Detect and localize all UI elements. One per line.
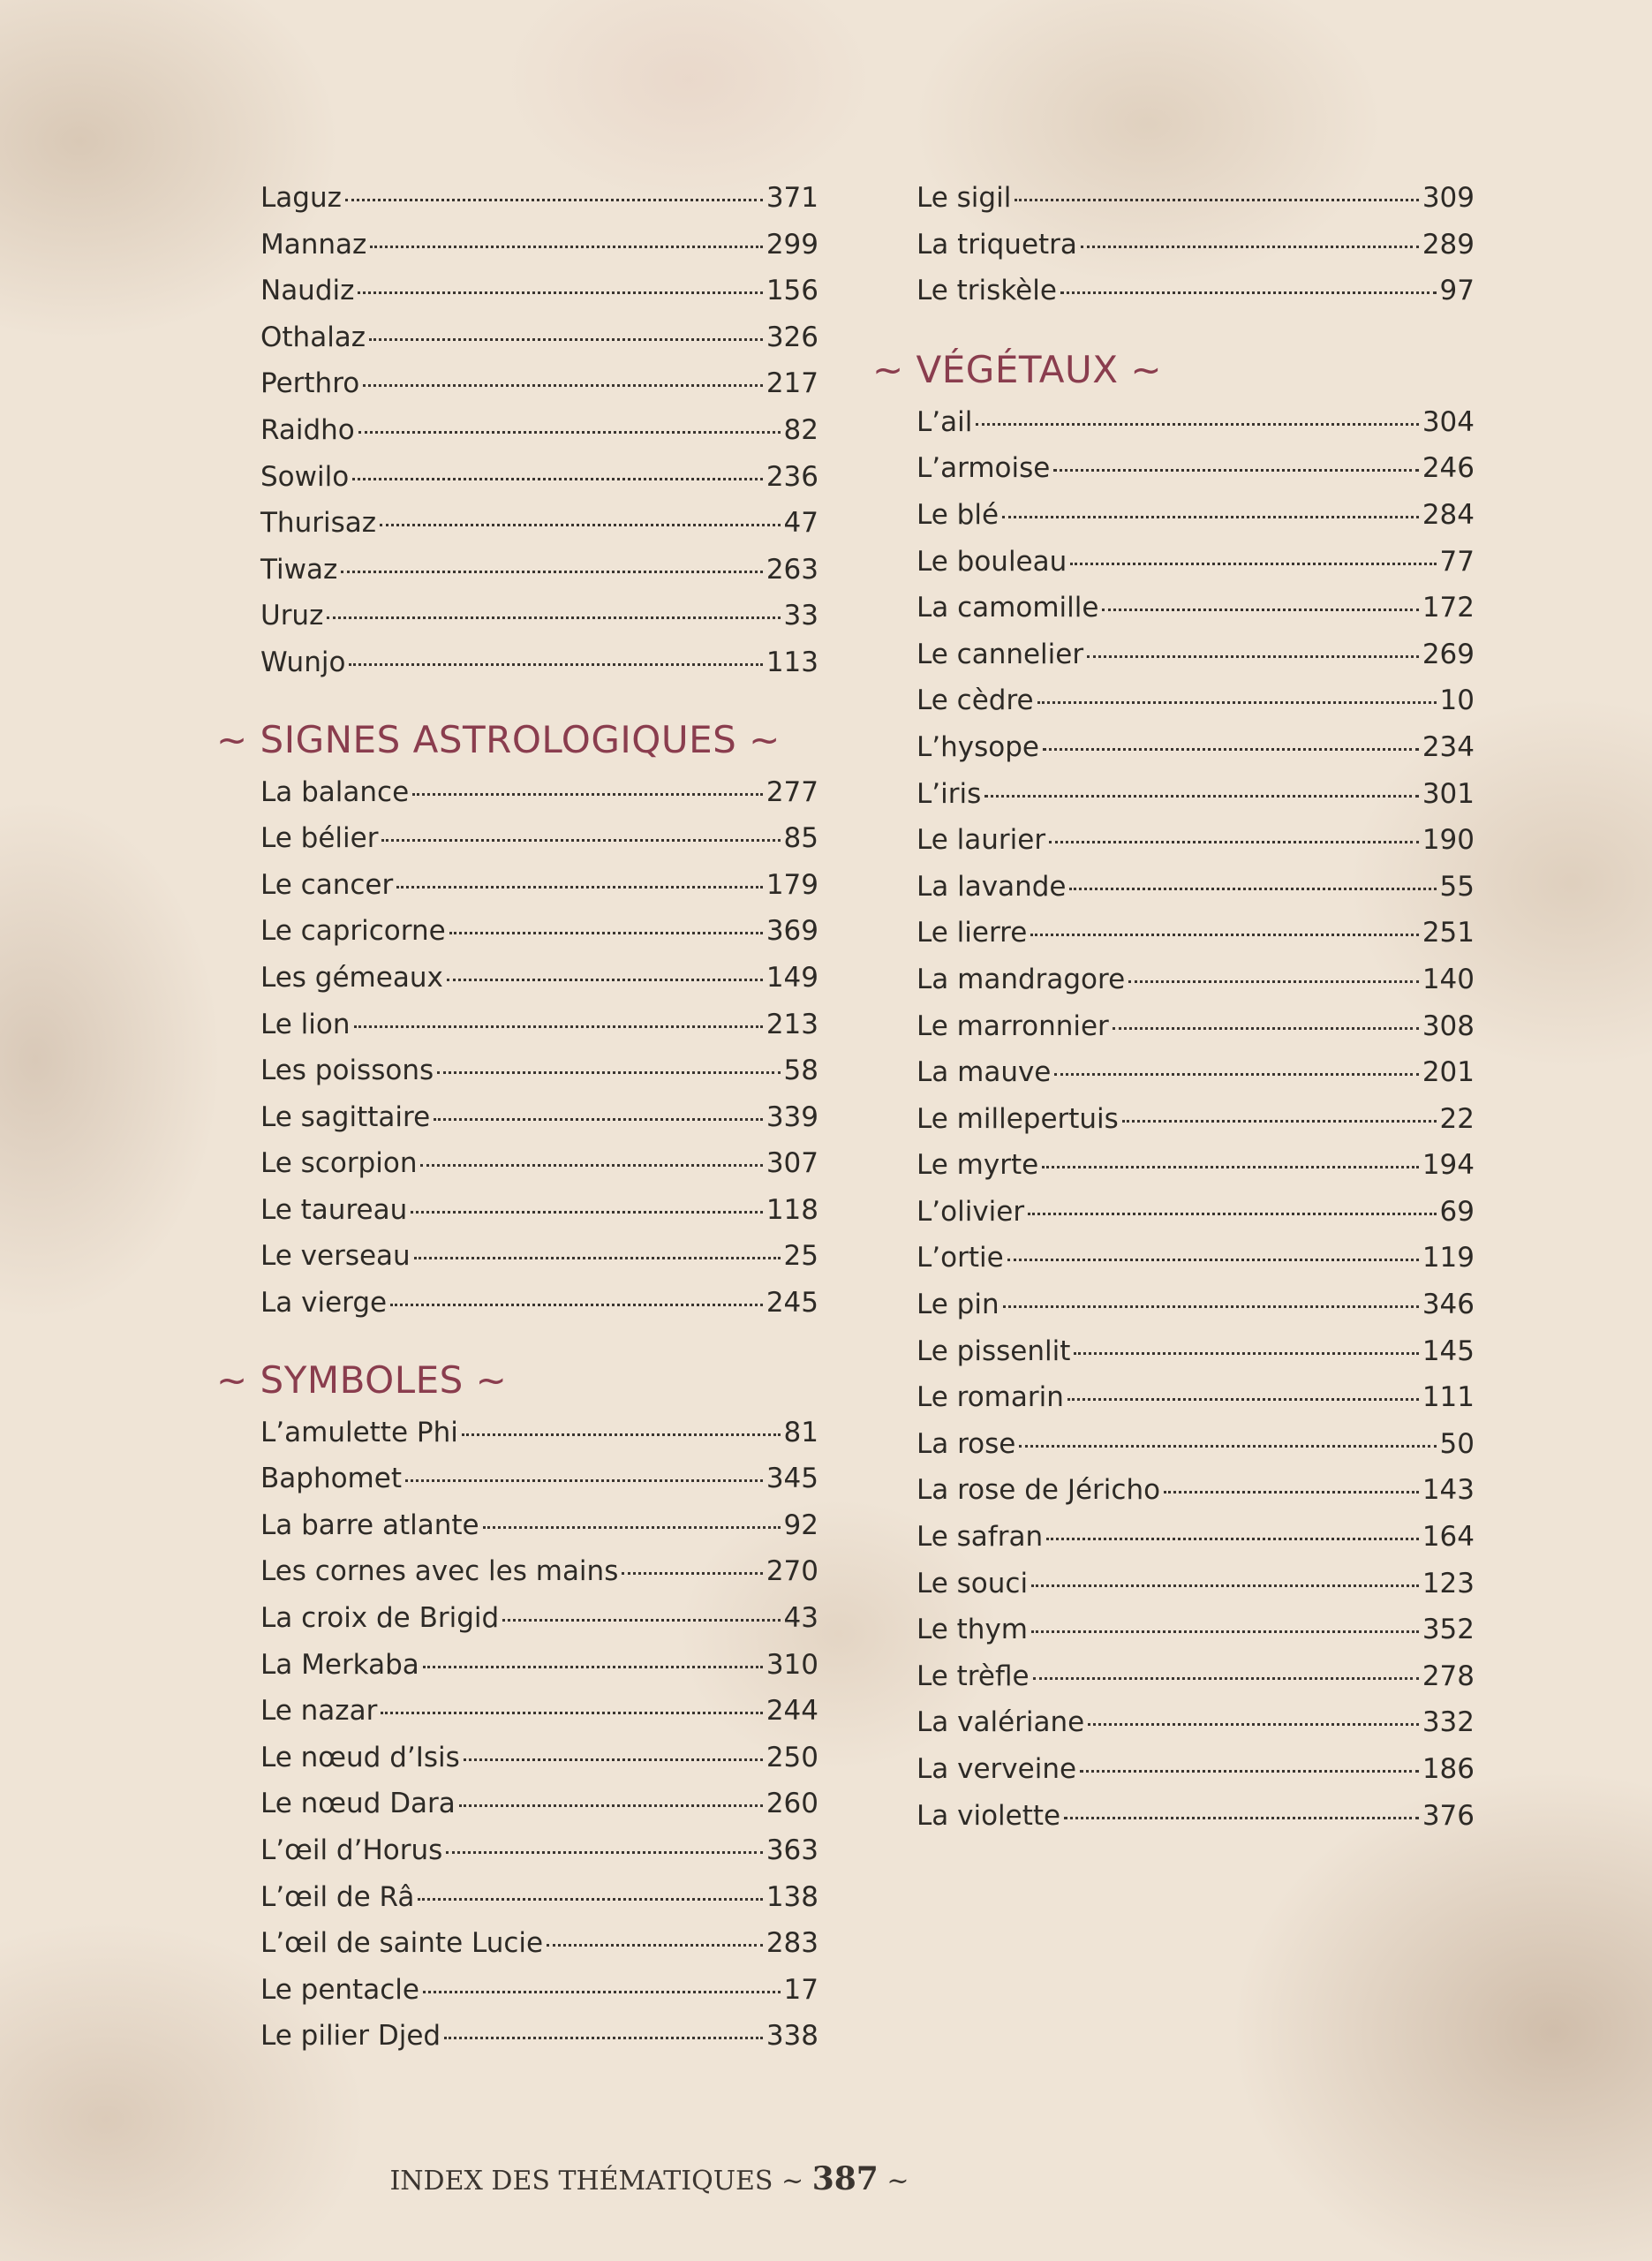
entry-name: La triquetra — [917, 228, 1077, 261]
entry-name: La verveine — [917, 1753, 1077, 1785]
entry-name: L’armoise — [917, 452, 1051, 485]
index-entry — [917, 957, 1475, 1003]
dot-leader — [449, 932, 763, 934]
index-entry — [260, 1781, 818, 1827]
index-entry — [260, 862, 818, 909]
index-entry — [917, 1003, 1475, 1050]
dot-leader — [396, 886, 763, 889]
index-entry — [917, 1421, 1475, 1468]
index-entry — [917, 1096, 1475, 1143]
dot-leader — [1080, 1770, 1419, 1773]
entry-page-number: 58 — [783, 1055, 818, 1087]
index-entry — [260, 175, 818, 222]
index-entry — [260, 815, 818, 862]
index-entry — [260, 222, 818, 268]
entry-page-number: 332 — [1422, 1706, 1475, 1739]
dot-leader — [381, 1712, 763, 1714]
entry-name: Le pissenlit — [917, 1335, 1071, 1367]
index-entry — [260, 1874, 818, 1921]
entry-name: Le trèfle — [917, 1660, 1030, 1692]
footer-tilde-left: ~ — [781, 2166, 804, 2197]
index-entry — [260, 2013, 818, 2060]
index-entry — [917, 910, 1475, 957]
entry-page-number: 77 — [1439, 545, 1475, 578]
entry-name: Perthro — [260, 367, 360, 400]
index-entry — [917, 268, 1475, 314]
index-entry — [260, 908, 818, 955]
entry-page-number: 217 — [766, 367, 818, 400]
page-footer — [0, 2160, 1299, 2197]
entry-name: Le nœud Dara — [260, 1788, 456, 1820]
index-entry — [917, 1189, 1475, 1236]
entry-name: Le lierre — [917, 917, 1028, 949]
index-entry — [260, 360, 818, 407]
entry-page-number: 172 — [1422, 592, 1475, 624]
entry-page-number: 17 — [783, 1973, 818, 2006]
entry-page-number: 234 — [1422, 730, 1475, 763]
entry-name: Mannaz — [260, 228, 367, 261]
dot-leader — [1003, 1305, 1419, 1308]
entry-page-number: 339 — [766, 1100, 818, 1133]
entry-name: Les gémeaux — [260, 961, 443, 994]
entry-name: Le triskèle — [917, 275, 1057, 307]
index-entry — [260, 1688, 818, 1735]
index-entry — [260, 1735, 818, 1781]
dot-leader — [370, 246, 763, 248]
index-entry — [917, 677, 1475, 724]
index-entry — [917, 631, 1475, 678]
dot-leader — [1070, 563, 1436, 565]
index-entry — [917, 175, 1475, 222]
index-entry — [917, 1467, 1475, 1514]
entry-name: Baphomet — [260, 1463, 402, 1495]
dot-leader — [349, 663, 762, 666]
entry-name: Le pilier Djed — [260, 2020, 441, 2053]
entry-name: La balance — [260, 775, 410, 808]
entry-page-number: 33 — [783, 600, 818, 632]
index-entry — [917, 724, 1475, 771]
entry-page-number: 376 — [1422, 1799, 1475, 1832]
entry-name: Le nœud d’Isis — [260, 1741, 460, 1773]
entry-name: Le safran — [917, 1521, 1044, 1554]
entry-page-number: 50 — [1439, 1427, 1475, 1460]
dot-leader — [1164, 1491, 1419, 1493]
entry-name: Le bouleau — [917, 545, 1067, 578]
entry-name: Sowilo — [260, 460, 350, 493]
dot-leader — [390, 1304, 763, 1306]
index-entry — [260, 268, 818, 314]
dot-leader — [1015, 199, 1419, 201]
dot-leader — [1069, 888, 1436, 890]
dot-leader — [1054, 1073, 1418, 1076]
index-entry — [917, 445, 1475, 492]
entry-name: Othalaz — [260, 321, 366, 353]
index-entry — [260, 1047, 818, 1094]
entry-page-number: 289 — [1422, 228, 1475, 261]
index-entry — [260, 1280, 818, 1327]
entry-page-number: 119 — [1422, 1242, 1475, 1274]
dot-leader — [502, 1619, 780, 1622]
index-entry — [260, 769, 818, 816]
dot-leader — [1064, 1817, 1419, 1819]
entry-page-number: 118 — [766, 1193, 818, 1226]
entry-name: Le millepertuis — [917, 1102, 1119, 1135]
symboles-entries-list — [260, 1410, 818, 2060]
entry-page-number: 190 — [1422, 824, 1475, 857]
dot-leader — [1088, 1723, 1419, 1726]
entry-page-number: 69 — [1439, 1195, 1475, 1228]
footer-tilde-right: ~ — [886, 2166, 909, 2197]
entry-page-number: 123 — [1422, 1567, 1475, 1599]
dot-leader — [405, 1479, 763, 1482]
dot-leader — [358, 291, 762, 294]
index-entry — [917, 864, 1475, 911]
entry-name: L’olivier — [917, 1195, 1025, 1228]
dot-leader — [1049, 841, 1419, 843]
index-entry — [260, 1233, 818, 1280]
dot-leader — [1060, 291, 1437, 294]
entry-page-number: 55 — [1439, 870, 1475, 903]
entry-page-number: 47 — [783, 507, 818, 540]
entry-page-number: 352 — [1422, 1614, 1475, 1646]
index-entry — [260, 1920, 818, 1967]
entry-name: Le taureau — [260, 1193, 408, 1226]
entry-name: Le verseau — [260, 1240, 411, 1273]
index-entry — [260, 1187, 818, 1234]
entry-page-number: 244 — [766, 1695, 818, 1728]
index-entry — [917, 1374, 1475, 1421]
entry-name: L’amulette Phi — [260, 1416, 458, 1448]
entry-page-number: 304 — [1422, 405, 1475, 438]
entry-name: Tiwaz — [260, 553, 338, 586]
entry-name: Naudiz — [260, 275, 355, 307]
entry-name: Le pentacle — [260, 1973, 419, 2006]
entry-page-number: 236 — [766, 460, 818, 493]
entry-name: Le souci — [917, 1567, 1029, 1599]
entry-page-number: 301 — [1422, 777, 1475, 810]
entry-page-number: 194 — [1422, 1149, 1475, 1182]
dot-leader — [459, 1804, 763, 1807]
entry-page-number: 143 — [1422, 1474, 1475, 1507]
entry-page-number: 369 — [766, 915, 818, 948]
entry-name: La mauve — [917, 1056, 1052, 1089]
index-entry — [260, 1410, 818, 1456]
entry-page-number: 309 — [1422, 182, 1475, 214]
index-entry — [260, 1140, 818, 1187]
entry-page-number: 22 — [1439, 1102, 1475, 1135]
section-heading-symboles: ~ SYMBOLES ~ — [216, 1357, 508, 1402]
entry-page-number: 269 — [1422, 638, 1475, 670]
index-entry — [260, 593, 818, 639]
entry-page-number: 164 — [1422, 1521, 1475, 1554]
entry-name: La Merkaba — [260, 1648, 419, 1681]
footer-page-number: 387 — [811, 2160, 879, 2197]
entry-page-number: 85 — [783, 822, 818, 855]
entry-name: La camomille — [917, 592, 1099, 624]
entry-page-number: 140 — [1422, 963, 1475, 995]
entry-name: Le cannelier — [917, 638, 1084, 670]
entry-page-number: 149 — [766, 961, 818, 994]
dot-leader — [1028, 1213, 1436, 1215]
dot-leader — [418, 1898, 762, 1901]
dot-leader — [447, 979, 763, 981]
entry-name: L’ortie — [917, 1242, 1004, 1274]
index-entry — [260, 407, 818, 454]
entry-page-number: 82 — [783, 413, 818, 446]
entry-page-number: 97 — [1439, 275, 1475, 307]
dot-leader — [412, 793, 763, 796]
index-entry — [260, 1094, 818, 1141]
index-entry — [260, 1827, 818, 1874]
dot-leader — [1019, 1445, 1436, 1448]
dot-leader — [363, 384, 763, 387]
entry-name: La rose — [917, 1427, 1016, 1460]
entry-page-number: 81 — [783, 1416, 818, 1448]
index-entry — [260, 1002, 818, 1048]
entry-page-number: 251 — [1422, 917, 1475, 949]
entry-page-number: 338 — [766, 2020, 818, 2053]
entry-page-number: 43 — [783, 1602, 818, 1635]
entry-page-number: 201 — [1422, 1056, 1475, 1089]
entry-page-number: 92 — [783, 1509, 818, 1541]
entry-name: Laguz — [260, 182, 342, 214]
index-entry — [260, 639, 818, 686]
dot-leader — [420, 1164, 762, 1167]
index-entry — [260, 1502, 818, 1549]
footer-section-label: INDEX DES THÉMATIQUES — [389, 2166, 773, 2197]
vegetaux-entries-list — [917, 399, 1475, 1839]
dot-leader — [464, 1758, 763, 1761]
entry-page-number: 277 — [766, 775, 818, 808]
entry-name: Le nazar — [260, 1695, 378, 1728]
entry-page-number: 138 — [766, 1880, 818, 1913]
entry-name: Le scorpion — [260, 1147, 418, 1180]
entry-name: Le sagittaire — [260, 1100, 431, 1133]
dot-leader — [1102, 609, 1418, 611]
dot-leader — [414, 1257, 781, 1259]
entry-name: Le marronnier — [917, 1010, 1109, 1042]
dot-leader — [976, 423, 1418, 426]
dot-leader — [1043, 748, 1419, 751]
entry-name: Wunjo — [260, 646, 346, 678]
entry-name: Le myrte — [917, 1149, 1039, 1182]
index-entry — [260, 1456, 818, 1502]
entry-name: Les poissons — [260, 1055, 434, 1087]
index-entry — [260, 500, 818, 547]
dot-leader — [1113, 1027, 1419, 1030]
entry-page-number: 156 — [766, 275, 818, 307]
dot-leader — [352, 478, 763, 480]
entry-name: Uruz — [260, 600, 324, 632]
dot-leader — [423, 1666, 763, 1668]
entry-name: La lavande — [917, 870, 1067, 903]
index-entry — [917, 1793, 1475, 1840]
runes-entries-list — [260, 175, 818, 686]
index-entry — [917, 492, 1475, 539]
index-entry — [917, 1282, 1475, 1328]
entry-page-number: 326 — [766, 321, 818, 353]
index-entry — [260, 1967, 818, 2014]
index-entry — [917, 1328, 1475, 1375]
entry-page-number: 186 — [1422, 1753, 1475, 1785]
dot-leader — [381, 839, 780, 842]
entry-page-number: 145 — [1422, 1335, 1475, 1367]
dot-leader — [462, 1433, 781, 1436]
section-heading-vegetaux: ~ VÉGÉTAUX ~ — [872, 347, 1163, 391]
index-entry — [917, 817, 1475, 864]
dot-leader — [1002, 516, 1419, 518]
entry-page-number: 260 — [766, 1788, 818, 1820]
entry-page-number: 246 — [1422, 452, 1475, 485]
entry-name: L’hysope — [917, 730, 1039, 763]
entry-name: Le thym — [917, 1614, 1028, 1646]
index-entry — [917, 1561, 1475, 1607]
dot-leader — [345, 199, 763, 201]
index-entry — [917, 585, 1475, 631]
index-entry — [917, 1235, 1475, 1282]
entry-page-number: 371 — [766, 182, 818, 214]
dot-leader — [380, 524, 781, 526]
index-entry — [917, 1142, 1475, 1189]
dot-leader — [1128, 980, 1419, 983]
index-entry — [260, 1595, 818, 1642]
entry-page-number: 111 — [1422, 1381, 1475, 1414]
section-heading-signes-astrologiques: ~ SIGNES ASTROLOGIQUES ~ — [216, 717, 781, 761]
entry-name: Le laurier — [917, 824, 1046, 857]
index-entry — [917, 1607, 1475, 1653]
entry-page-number: 213 — [766, 1008, 818, 1040]
entry-name: La barre atlante — [260, 1509, 479, 1541]
dot-leader — [1046, 1538, 1419, 1540]
index-entry — [260, 1642, 818, 1689]
entry-page-number: 308 — [1422, 1010, 1475, 1042]
entry-name: Le capricorne — [260, 915, 446, 948]
entry-page-number: 250 — [766, 1741, 818, 1773]
dot-leader — [327, 616, 780, 619]
entry-name: Le cancer — [260, 868, 394, 901]
dot-leader — [1067, 1398, 1419, 1401]
dot-leader — [1081, 246, 1419, 248]
entry-name: Le romarin — [917, 1381, 1064, 1414]
entry-name: La mandragore — [917, 963, 1126, 995]
index-entry — [260, 547, 818, 594]
dot-leader — [547, 1944, 763, 1947]
entry-name: Le bélier — [260, 822, 379, 855]
entry-page-number: 307 — [766, 1147, 818, 1180]
dot-leader — [354, 1025, 763, 1028]
entry-name: L’œil d’Horus — [260, 1834, 443, 1866]
entry-name: L’œil de sainte Lucie — [260, 1927, 544, 1960]
entry-page-number: 363 — [766, 1834, 818, 1866]
entry-page-number: 25 — [783, 1240, 818, 1273]
dot-leader — [1007, 1259, 1419, 1261]
dot-leader — [411, 1211, 763, 1214]
entry-page-number: 179 — [766, 868, 818, 901]
dot-leader — [446, 1851, 763, 1854]
dot-leader — [341, 571, 763, 573]
index-entry — [917, 1699, 1475, 1746]
entry-name: L’ail — [917, 405, 973, 438]
dot-leader — [358, 431, 781, 434]
index-right-column — [872, 175, 1475, 1839]
index-left-column — [216, 175, 818, 2060]
dot-leader — [1087, 655, 1419, 658]
entry-name: Le lion — [260, 1008, 351, 1040]
entry-name: La valériane — [917, 1706, 1085, 1739]
entry-name: Le blé — [917, 498, 999, 531]
index-entry — [260, 1548, 818, 1595]
dot-leader — [1042, 1166, 1419, 1168]
index-entry — [260, 314, 818, 361]
entry-name: Le pin — [917, 1289, 999, 1321]
signes-entries-list — [260, 769, 818, 1327]
entry-page-number: 299 — [766, 228, 818, 261]
entry-page-number: 263 — [766, 553, 818, 586]
entry-name: La croix de Brigid — [260, 1602, 500, 1635]
entry-name: Le sigil — [917, 182, 1012, 214]
dot-leader — [444, 2037, 763, 2039]
index-entry — [917, 1514, 1475, 1561]
index-entry — [917, 771, 1475, 818]
dot-leader — [1037, 701, 1437, 704]
entry-name: Raidho — [260, 413, 355, 446]
dot-leader — [437, 1071, 780, 1074]
dot-leader — [369, 338, 763, 341]
dot-leader — [423, 1991, 781, 1993]
entry-page-number: 113 — [766, 646, 818, 678]
index-entry — [917, 399, 1475, 446]
dot-leader — [1033, 1677, 1419, 1680]
entry-page-number: 283 — [766, 1927, 818, 1960]
symboles-tail-entries-list — [917, 175, 1475, 314]
entry-page-number: 270 — [766, 1555, 818, 1588]
entry-name: Thurisaz — [260, 507, 377, 540]
entry-name: L’œil de Râ — [260, 1880, 415, 1913]
dot-leader — [1031, 1584, 1419, 1587]
entry-page-number: 345 — [766, 1463, 818, 1495]
entry-name: La vierge — [260, 1287, 388, 1320]
index-entry — [917, 1049, 1475, 1096]
entry-name: L’iris — [917, 777, 982, 810]
dot-leader — [1074, 1352, 1418, 1355]
dot-leader — [984, 795, 1419, 798]
dot-leader — [483, 1526, 781, 1529]
dot-leader — [1030, 934, 1419, 936]
index-entry — [917, 1746, 1475, 1793]
index-entry — [917, 222, 1475, 268]
entry-page-number: 284 — [1422, 498, 1475, 531]
dot-leader — [1031, 1630, 1419, 1633]
index-entry — [917, 539, 1475, 586]
dot-leader — [1053, 469, 1419, 472]
entry-name: Les cornes avec les mains — [260, 1555, 619, 1588]
index-entry — [260, 454, 818, 501]
entry-name: La violette — [917, 1799, 1061, 1832]
dot-leader — [622, 1572, 762, 1575]
entry-page-number: 346 — [1422, 1289, 1475, 1321]
entry-page-number: 278 — [1422, 1660, 1475, 1692]
index-entry — [260, 955, 818, 1002]
entry-page-number: 10 — [1439, 684, 1475, 717]
entry-name: Le cèdre — [917, 684, 1034, 717]
entry-page-number: 310 — [766, 1648, 818, 1681]
index-entry — [917, 1653, 1475, 1700]
dot-leader — [1122, 1120, 1437, 1123]
dot-leader — [434, 1118, 763, 1121]
entry-page-number: 245 — [766, 1287, 818, 1320]
entry-name: La rose de Jéricho — [917, 1474, 1161, 1507]
